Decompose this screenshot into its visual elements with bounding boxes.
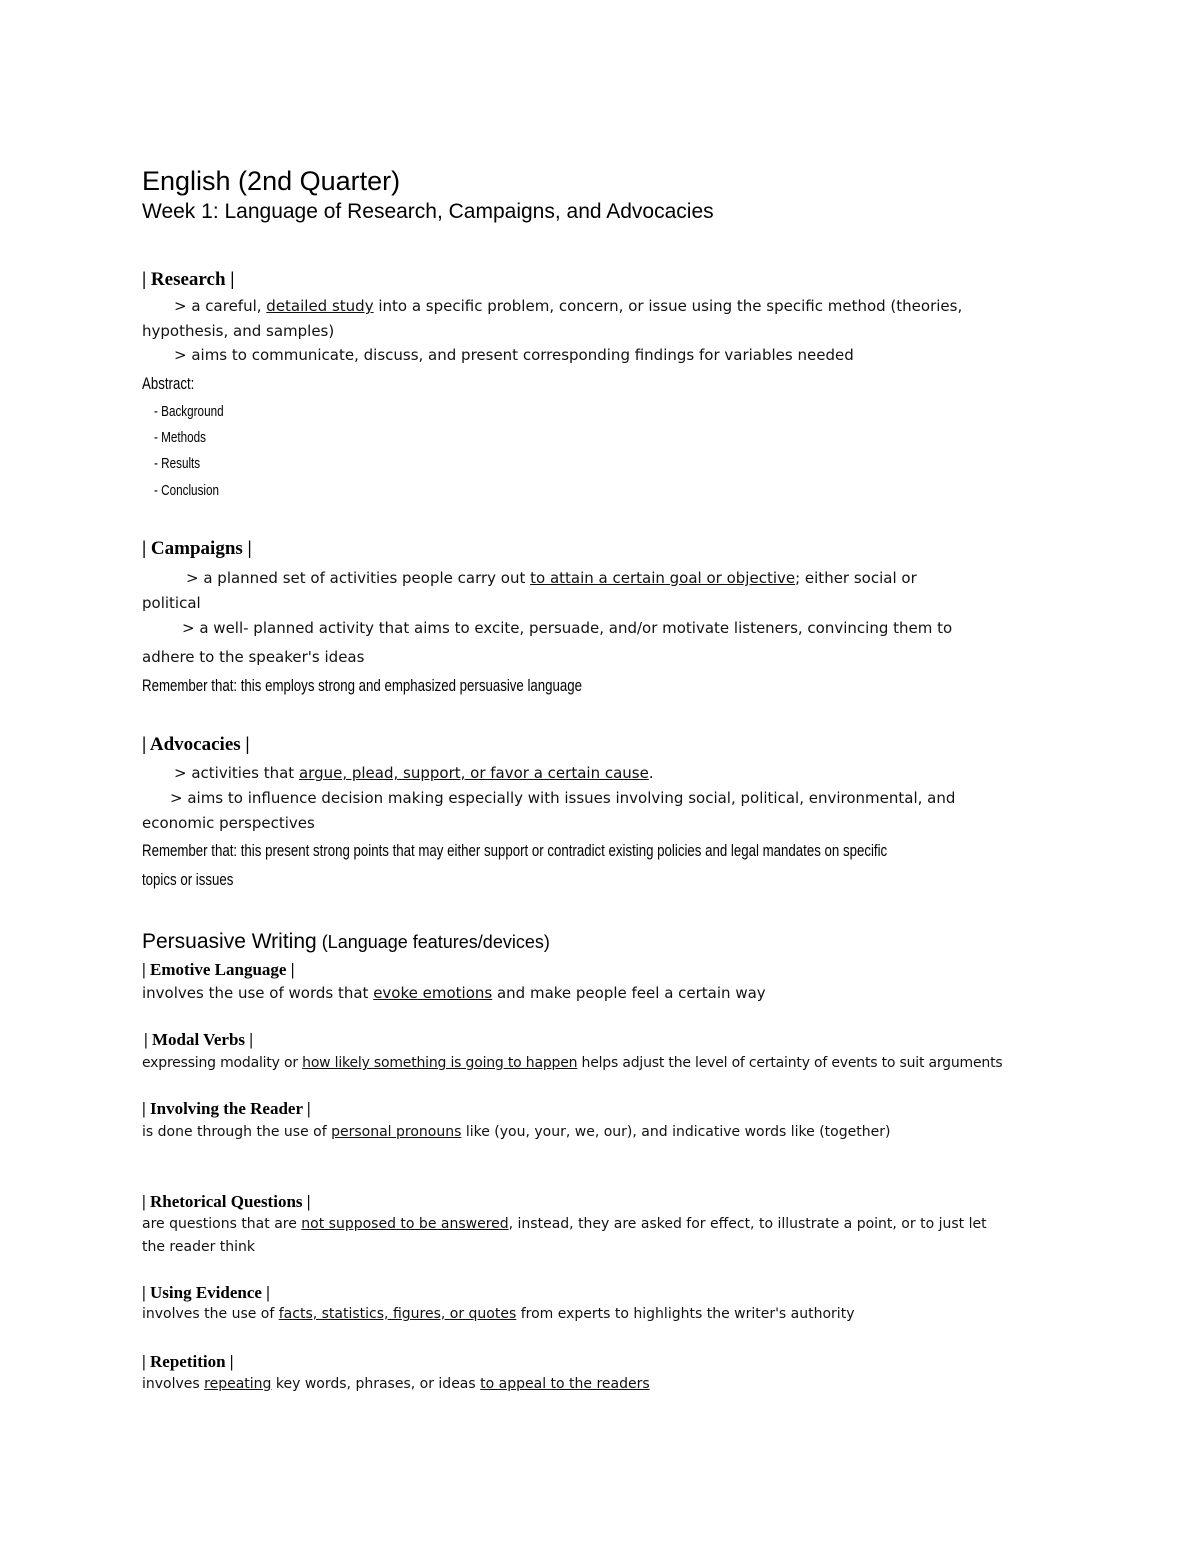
research-bullet-1-post: into a specific problem, concern, or issue using the specific method (theories, (373, 297, 963, 315)
evidence-heading: | Using Evidence | (142, 1283, 270, 1302)
abstract-label: Abstract: (142, 374, 195, 393)
research-bullet-1-pre: > a careful, (174, 297, 267, 315)
persuasive-title: Persuasive Writing (142, 930, 317, 953)
page-title: English (2nd Quarter) (142, 166, 401, 196)
involving-post: like (you, your, we, our), and indicative words like (together) (461, 1124, 891, 1140)
advocacies-remember-cont: topics or issues (142, 870, 234, 889)
emotive-heading: | Emotive Language | (142, 960, 295, 979)
involving-pre: is done through the use of (142, 1124, 332, 1140)
research-heading: | Research | (142, 269, 235, 290)
campaigns-bullet-1-cont: political (142, 594, 201, 612)
abstract-item-methods: - Methods (154, 429, 207, 446)
campaigns-bullet-1-pre: > a planned set of activities people carry out (186, 569, 531, 587)
evidence-post: from experts to highlights the writer's authority (516, 1306, 855, 1322)
advocacies-bullet-1-post: . (648, 764, 654, 782)
emotive-pre: involves the use of words that (142, 984, 374, 1002)
abstract-item-background: - Background (154, 403, 224, 420)
repetition-pre: involves (142, 1376, 205, 1392)
rhetorical-underlined: not supposed to be answered (301, 1216, 509, 1232)
rhetorical-post: , instead, they are asked for effect, to illustrate a point, or to just let (508, 1216, 987, 1232)
rhetorical-text-cont: the reader think (142, 1239, 256, 1255)
emotive-text (142, 984, 766, 1002)
modal-text (142, 1055, 1002, 1071)
abstract-item-conclusion: - Conclusion (154, 482, 220, 499)
rhetorical-heading: | Rhetorical Questions | (142, 1192, 311, 1211)
emotive-post: and make people feel a certain way (492, 984, 766, 1002)
modal-post: helps adjust the level of certainty of events to suit arguments (577, 1055, 1003, 1071)
advocacies-bullet-1-pre: > activities that (174, 764, 299, 782)
campaigns-bullet-2: > a well- planned activity that aims to excite, persuade, and/or motivate listeners, convincing them to (182, 619, 953, 637)
campaigns-bullet-1 (186, 569, 917, 587)
repetition-text (142, 1376, 650, 1392)
rhetorical-text (142, 1216, 987, 1232)
evidence-pre: involves the use of (142, 1306, 279, 1322)
advocacies-bullet-2-cont: economic perspectives (142, 814, 315, 832)
involving-heading: | Involving the Reader | (142, 1099, 311, 1118)
persuasive-title-line (142, 930, 550, 954)
advocacies-remember: Remember that: this present strong points that may either support or contradict existing policies and legal mandates on specific (142, 841, 888, 860)
campaigns-bullet-1-underlined: to attain a certain goal or objective (530, 569, 796, 587)
persuasive-title-sub: (Language features/devices) (316, 932, 550, 952)
repetition-mid: key words, phrases, or ideas (271, 1376, 481, 1392)
research-bullet-1 (174, 297, 962, 315)
page-subtitle: Week 1: Language of Research, Campaigns, and Advocacies (142, 200, 714, 223)
evidence-underlined: facts, statistics, figures, or quotes (278, 1306, 517, 1322)
research-bullet-1-cont: hypothesis, and samples) (142, 322, 335, 340)
campaigns-bullet-2-cont: adhere to the speaker's ideas (142, 648, 365, 666)
abstract-item-results: - Results (154, 455, 201, 472)
modal-pre: expressing modality or (142, 1055, 303, 1071)
research-bullet-1-underlined: detailed study (266, 297, 374, 315)
evidence-text (142, 1306, 854, 1322)
repetition-underlined-2: to appeal to the readers (480, 1376, 650, 1392)
advocacies-bullet-2: > aims to influence decision making especially with issues involving social, political, environmental, and (170, 789, 956, 807)
campaigns-remember: Remember that: this employs strong and emphasized persuasive language (142, 676, 583, 695)
advocacies-bullet-1 (174, 764, 654, 782)
modal-underlined: how likely something is going to happen (302, 1055, 578, 1071)
campaigns-bullet-1-post: ; either social or (795, 569, 917, 587)
involving-underlined: personal pronouns (331, 1124, 462, 1140)
rhetorical-pre: are questions that are (142, 1216, 302, 1232)
involving-text (142, 1124, 890, 1140)
modal-heading: | Modal Verbs | (144, 1030, 254, 1049)
advocacies-heading: | Advocacies | (142, 734, 250, 755)
repetition-heading: | Repetition | (142, 1352, 234, 1371)
advocacies-bullet-1-underlined: argue, plead, support, or favor a certain cause (298, 764, 649, 782)
emotive-underlined: evoke emotions (373, 984, 493, 1002)
campaigns-heading: | Campaigns | (142, 538, 252, 559)
research-bullet-2: > aims to communicate, discuss, and present corresponding findings for variables needed (174, 346, 854, 364)
repetition-underlined-1: repeating (204, 1376, 272, 1392)
